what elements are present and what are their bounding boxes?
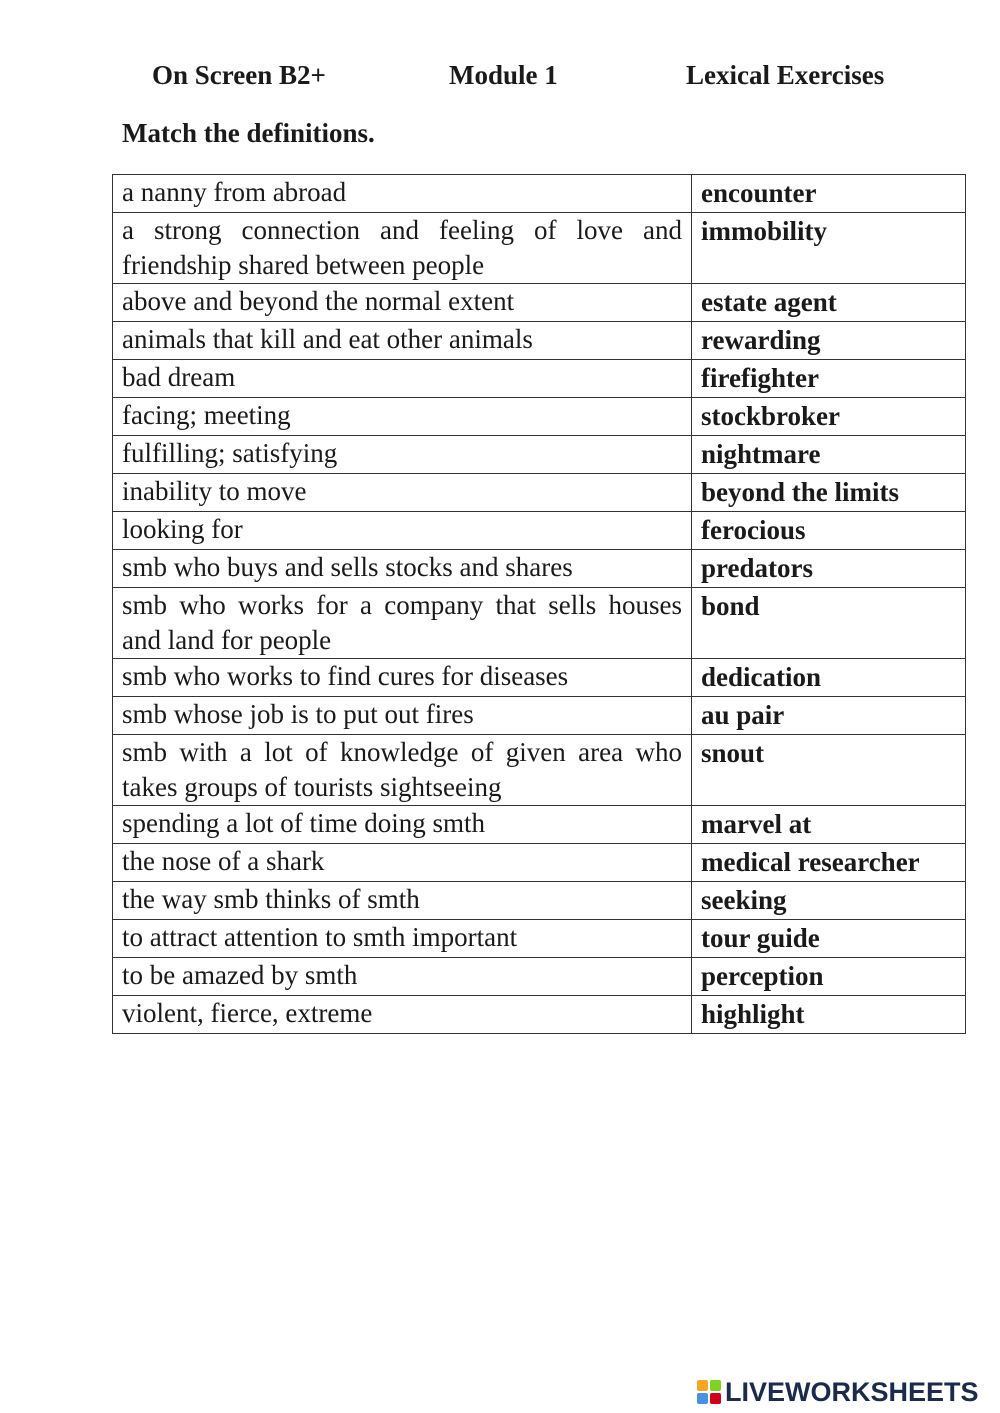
table-row <box>113 436 966 474</box>
definition-cell: the nose of a shark <box>113 844 692 882</box>
definition-cell: to be amazed by smth <box>113 958 692 996</box>
word-label: bond <box>701 591 760 621</box>
table-row <box>113 398 966 436</box>
word-cell <box>692 958 966 996</box>
brand-name: LIVEWORKSHEETS <box>725 1377 979 1407</box>
word-label: perception <box>701 961 824 991</box>
word-cell <box>692 213 966 284</box>
word-label: au pair <box>701 700 785 730</box>
table-row <box>113 996 966 1034</box>
definition-cell: spending a lot of time doing smth <box>113 806 692 844</box>
word-cell <box>692 474 966 512</box>
liveworksheets-logo <box>697 1378 993 1408</box>
table-row <box>113 958 966 996</box>
word-label: stockbroker <box>701 401 840 431</box>
definition-cell: smb who buys and sells stocks and shares <box>113 550 692 588</box>
word-label: marvel at <box>701 809 812 839</box>
word-label: rewarding <box>701 325 821 355</box>
definition-cell: to attract attention to smth important <box>113 920 692 958</box>
definition-cell: inability to move <box>113 474 692 512</box>
word-cell <box>692 284 966 322</box>
definition-cell: smb whose job is to put out fires <box>113 697 692 735</box>
table-row <box>113 512 966 550</box>
word-label: highlight <box>701 999 805 1029</box>
word-cell <box>692 550 966 588</box>
table-row <box>113 213 966 284</box>
table-row <box>113 735 966 806</box>
definition-cell: facing; meeting <box>113 398 692 436</box>
table-row <box>113 588 966 659</box>
module-title: Module 1 <box>449 60 558 90</box>
word-cell <box>692 920 966 958</box>
liveworksheets-logo-icon <box>697 1380 723 1406</box>
word-cell <box>692 175 966 213</box>
table-row <box>113 882 966 920</box>
table-row <box>113 806 966 844</box>
definition-cell: above and beyond the normal extent <box>113 284 692 322</box>
word-label: predators <box>701 553 813 583</box>
definition-cell: animals that kill and eat other animals <box>113 322 692 360</box>
definition-cell: smb who works for a company that sells houses and land for people <box>113 588 692 659</box>
word-label: snout <box>701 738 765 768</box>
table-row <box>113 175 966 213</box>
word-cell <box>692 659 966 697</box>
definition-cell: fulfilling; satisfying <box>113 436 692 474</box>
word-cell <box>692 697 966 735</box>
word-cell <box>692 996 966 1034</box>
definition-cell: smb who works to find cures for diseases <box>113 659 692 697</box>
word-label: immobility <box>701 216 827 246</box>
table-row <box>113 920 966 958</box>
exercise-type: Lexical Exercises <box>686 60 885 90</box>
matching-table <box>112 174 966 1034</box>
word-cell <box>692 806 966 844</box>
matching-table-body <box>113 175 966 1034</box>
word-cell <box>692 398 966 436</box>
definition-cell: a nanny from abroad <box>113 175 692 213</box>
word-label: beyond the limits <box>701 477 900 507</box>
word-cell <box>692 882 966 920</box>
definition-cell: violent, fierce, extreme <box>113 996 692 1034</box>
word-label: seeking <box>701 885 787 915</box>
word-cell <box>692 844 966 882</box>
word-label: medical researcher <box>701 847 920 877</box>
word-cell <box>692 436 966 474</box>
word-cell <box>692 512 966 550</box>
table-row <box>113 550 966 588</box>
definition-cell: a strong connection and feeling of love and friendship shared between people <box>113 213 692 284</box>
worksheet-header <box>0 60 1000 100</box>
table-row <box>113 360 966 398</box>
instruction: Match the definitions. <box>122 118 375 148</box>
definition-cell: the way smb thinks of smth <box>113 882 692 920</box>
word-label: nightmare <box>701 439 821 469</box>
definition-cell: bad dream <box>113 360 692 398</box>
table-row <box>113 474 966 512</box>
word-label: dedication <box>701 662 822 692</box>
course-title: On Screen B2+ <box>152 60 326 90</box>
table-row <box>113 844 966 882</box>
table-row <box>113 322 966 360</box>
word-label: encounter <box>701 178 817 208</box>
word-label: ferocious <box>701 515 806 545</box>
table-row <box>113 659 966 697</box>
table-row <box>113 284 966 322</box>
word-cell <box>692 735 966 806</box>
word-cell <box>692 360 966 398</box>
word-cell <box>692 322 966 360</box>
table-row <box>113 697 966 735</box>
word-label: firefighter <box>701 363 819 393</box>
definition-cell: looking for <box>113 512 692 550</box>
definition-cell: smb with a lot of knowledge of given area who takes groups of tourists sightseeing <box>113 735 692 806</box>
word-label: estate agent <box>701 287 837 317</box>
word-label: tour guide <box>701 923 820 953</box>
word-cell <box>692 588 966 659</box>
